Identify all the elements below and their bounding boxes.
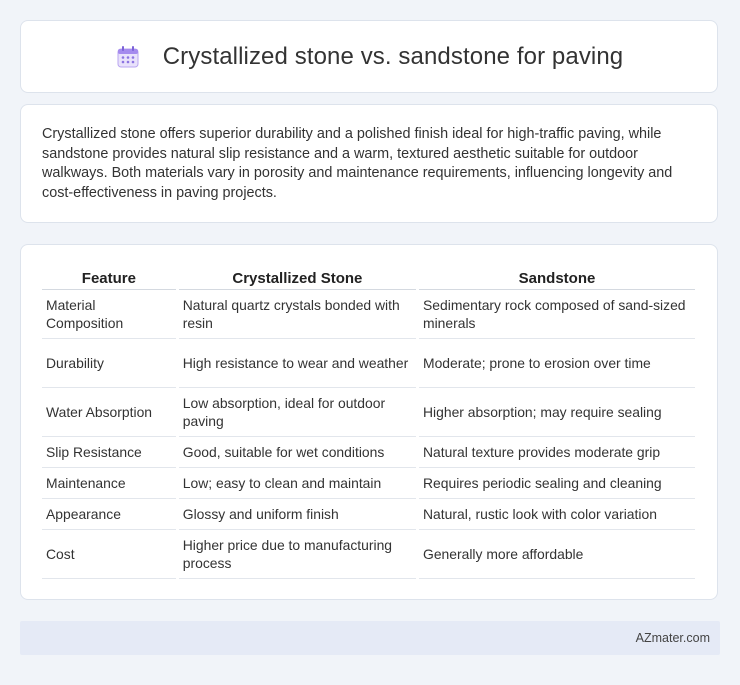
table-row (42, 388, 695, 437)
table-header-row (42, 267, 695, 290)
sandstone-cell: Moderate; prone to erosion over time (419, 339, 695, 388)
crystallized-stone-cell: Good, suitable for wet conditions (179, 437, 416, 468)
column-header-feature: Feature (42, 267, 176, 290)
table-row (42, 437, 695, 468)
footer (20, 621, 720, 655)
column-header-sandstone: Sandstone (419, 267, 695, 290)
column-header-crystallized-stone: Crystallized Stone (179, 267, 416, 290)
table-row (42, 339, 695, 388)
title-card (20, 20, 718, 93)
crystallized-stone-cell: Low absorption, ideal for outdoor paving (179, 388, 416, 437)
comparison-table (39, 267, 698, 579)
sandstone-cell: Higher absorption; may require sealing (419, 388, 695, 437)
feature-cell: Durability (42, 339, 176, 388)
feature-cell: Material Composition (42, 290, 176, 339)
crystallized-stone-cell: Natural quartz crystals bonded with resin (179, 290, 416, 339)
feature-cell: Slip Resistance (42, 437, 176, 468)
sandstone-cell: Requires periodic sealing and cleaning (419, 468, 695, 499)
feature-cell: Maintenance (42, 468, 176, 499)
crystallized-stone-cell: Low; easy to clean and maintain (179, 468, 416, 499)
footer-brand: AZmater.com (635, 631, 710, 645)
feature-cell: Appearance (42, 499, 176, 530)
crystallized-stone-cell: Glossy and uniform finish (179, 499, 416, 530)
feature-cell: Cost (42, 530, 176, 579)
sandstone-cell: Generally more affordable (419, 530, 695, 579)
page-title: Crystallized stone vs. sandstone for paving (162, 42, 624, 70)
table-row (42, 530, 695, 579)
sandstone-cell: Sedimentary rock composed of sand-sized minerals (419, 290, 695, 339)
table-row (42, 499, 695, 530)
calendar-icon (115, 44, 141, 70)
feature-cell: Water Absorption (42, 388, 176, 437)
crystallized-stone-cell: Higher price due to manufacturing process (179, 530, 416, 579)
table-row (42, 468, 695, 499)
comparison-table-card (20, 244, 718, 600)
table-row (42, 290, 695, 339)
intro-text: Crystallized stone offers superior durability and a polished finish ideal for high-traffic paving, while sandstone provides natural slip resistance and a warm, textured aesthetic suitable for outdoor walkways. Both materials vary in porosity and maintenance requirements, influencing longevity and cost-effectiveness in paving projects. (42, 126, 673, 201)
crystallized-stone-cell: High resistance to wear and weather (179, 339, 416, 388)
intro-card (20, 104, 718, 223)
sandstone-cell: Natural, rustic look with color variation (419, 499, 695, 530)
sandstone-cell: Natural texture provides moderate grip (419, 437, 695, 468)
